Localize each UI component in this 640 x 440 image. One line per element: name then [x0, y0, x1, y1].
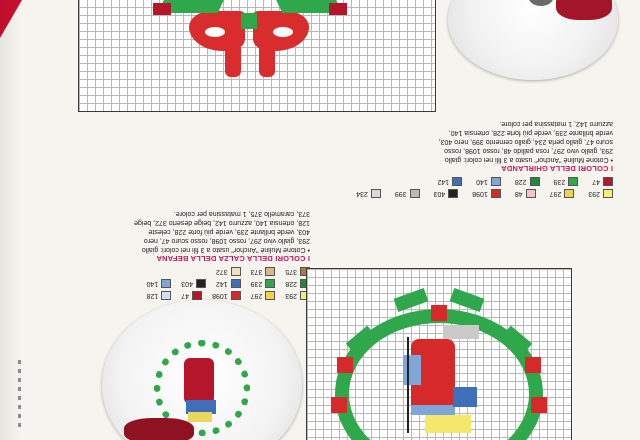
swatch-color	[371, 189, 381, 198]
swatch-code: 48	[514, 190, 523, 197]
stocking-toe	[425, 415, 471, 433]
swatch-item	[434, 189, 459, 198]
swatch-code: 142	[215, 280, 228, 287]
swatch-code: 297	[250, 292, 263, 299]
swatch-item	[588, 189, 613, 198]
swatch-item	[554, 177, 579, 186]
swatch-color	[231, 279, 241, 288]
swatch-color	[196, 279, 206, 288]
stocking-line-3: 403, verde brillante 239, verde più forte 228, celeste	[148, 228, 310, 235]
swatch-color	[526, 189, 536, 198]
garland-line-5: azzurro 142, 1 matassina per colore.	[499, 120, 613, 127]
swatch-code: 234	[356, 190, 368, 197]
leaf-tip-left	[153, 3, 171, 15]
swatch-color	[192, 291, 202, 300]
swatch-item	[147, 279, 172, 288]
photo-red-ribbon	[556, 0, 612, 20]
berry-3	[331, 397, 347, 413]
stocking-line-5: 373, caramello 375, 1 matassina per colore.	[173, 210, 310, 217]
swatch-code: 1098	[472, 190, 488, 197]
swatch-item	[515, 189, 536, 198]
swatch-code: 403	[433, 190, 446, 197]
swatch-code: 140	[476, 178, 488, 185]
holly-top-right	[450, 288, 485, 312]
swatch-code: 142	[437, 178, 450, 185]
swatch-color	[491, 189, 501, 198]
stocking-legend-title: I COLORI DELLA CALZA DELLA BEFANA	[156, 254, 310, 263]
stocking-heel	[453, 387, 477, 407]
swatch-item	[437, 177, 462, 186]
bow-knot	[241, 13, 257, 29]
holly-top-left	[394, 288, 429, 312]
swatch-code: 403	[181, 280, 193, 287]
swatch-item	[181, 291, 202, 300]
swatch-color	[161, 291, 171, 300]
garland-legend-title: I COLORI DELLA GHIRLANDA	[500, 164, 613, 173]
finished-garland-photo	[448, 0, 618, 80]
swatch-item	[216, 267, 241, 276]
swatch-item	[592, 177, 613, 186]
swatch-code: 239	[250, 280, 263, 287]
photo-ornament	[528, 0, 554, 6]
swatch-code: 228	[285, 280, 297, 287]
swatch-color	[265, 279, 275, 288]
photo-stocking	[184, 358, 214, 404]
swatch-item	[251, 279, 276, 288]
swatch-item	[395, 189, 420, 198]
garland-legend	[345, 88, 613, 198]
stocking-cuff	[443, 325, 479, 339]
swatch-code: 372	[215, 268, 228, 275]
stocking-swatches	[136, 267, 310, 300]
swatch-item	[476, 177, 501, 186]
stocking-stripe	[411, 405, 455, 415]
stocking-wreath-pattern-chart	[306, 268, 572, 440]
finished-stocking-photo	[102, 300, 302, 440]
swatch-item	[251, 291, 276, 300]
swatch-code: 140	[146, 280, 159, 287]
swatch-code: 373	[250, 268, 263, 275]
swatch-color	[448, 189, 458, 198]
swatch-color	[530, 177, 540, 186]
swatch-code: 228	[514, 178, 527, 185]
swatch-item	[216, 279, 241, 288]
leaf-tip-right	[329, 3, 347, 15]
berry-4	[531, 397, 547, 413]
swatch-color	[410, 189, 420, 198]
garland-line-4: verde brillante 239, verde più forte 228, ortensia 140,	[448, 129, 613, 136]
swatch-color	[265, 267, 275, 276]
swatch-item	[515, 177, 540, 186]
berry-5	[431, 305, 447, 321]
swatch-code: 47	[592, 178, 600, 185]
swatch-item	[181, 279, 206, 288]
swatch-color	[231, 291, 241, 300]
swatch-color	[564, 189, 574, 198]
stocking-line-2: 293, giallo vivo 297, rosso 1098, rosso scuro 47, nero	[143, 237, 310, 244]
garland-line-1: • Cotone Mulinè "Anchor" usato a 3 fili nei colori: giallo	[444, 156, 613, 163]
bow-hole-right	[273, 27, 293, 37]
swatch-item	[212, 291, 241, 300]
stocking-patch	[403, 355, 421, 385]
stocking-line-1: • Cotone Mulinè "Anchor" usato a 3 fili nei colori: giallo	[141, 246, 310, 253]
swatch-color	[231, 267, 241, 276]
swatch-code: 47	[181, 292, 190, 299]
ribbon-right	[259, 47, 275, 77]
stocking-outline	[407, 337, 409, 433]
garland-line-2: 293, giallo vivo 297, rosa pallido 48, rosso 1098, rosso	[444, 147, 613, 154]
garland-line-3: scuro 47, giallo perla 234, giallo cemento 399, nero 403,	[438, 138, 613, 145]
swatch-code: 128	[146, 292, 159, 299]
swatch-item	[147, 291, 172, 300]
swatch-color	[452, 177, 462, 186]
ribbon-left	[225, 47, 241, 77]
berry-2	[525, 357, 541, 373]
photo-ribbon-bottom	[124, 418, 194, 440]
swatch-item	[251, 267, 276, 276]
garland-legend-text	[345, 119, 613, 164]
swatch-color	[603, 189, 613, 198]
swatch-item	[472, 189, 501, 198]
swatch-code: 1098	[212, 292, 228, 299]
swatch-color	[603, 177, 613, 186]
swatch-item	[356, 189, 381, 198]
binding-marks	[18, 360, 21, 430]
swatch-code: 375	[285, 268, 297, 275]
swatch-code: 399	[394, 190, 407, 197]
swatch-color	[491, 177, 501, 186]
photo-stocking-toe	[188, 412, 212, 422]
swatch-color	[161, 279, 171, 288]
stocking-line-4: 128, ortensia 140, azzurro 142, beige deserto 372, beige	[134, 219, 310, 226]
swatch-code: 293	[588, 190, 600, 197]
garland-swatches	[351, 177, 613, 198]
swatch-item	[550, 189, 575, 198]
swatch-code: 239	[553, 178, 566, 185]
bow-hole-left	[205, 27, 225, 37]
stocking-legend-text	[132, 209, 310, 254]
berry-1	[337, 357, 353, 373]
swatch-color	[265, 291, 275, 300]
swatch-color	[568, 177, 578, 186]
swatch-code: 293	[285, 292, 297, 299]
stocking-legend	[132, 176, 310, 300]
swatch-code: 297	[549, 190, 562, 197]
